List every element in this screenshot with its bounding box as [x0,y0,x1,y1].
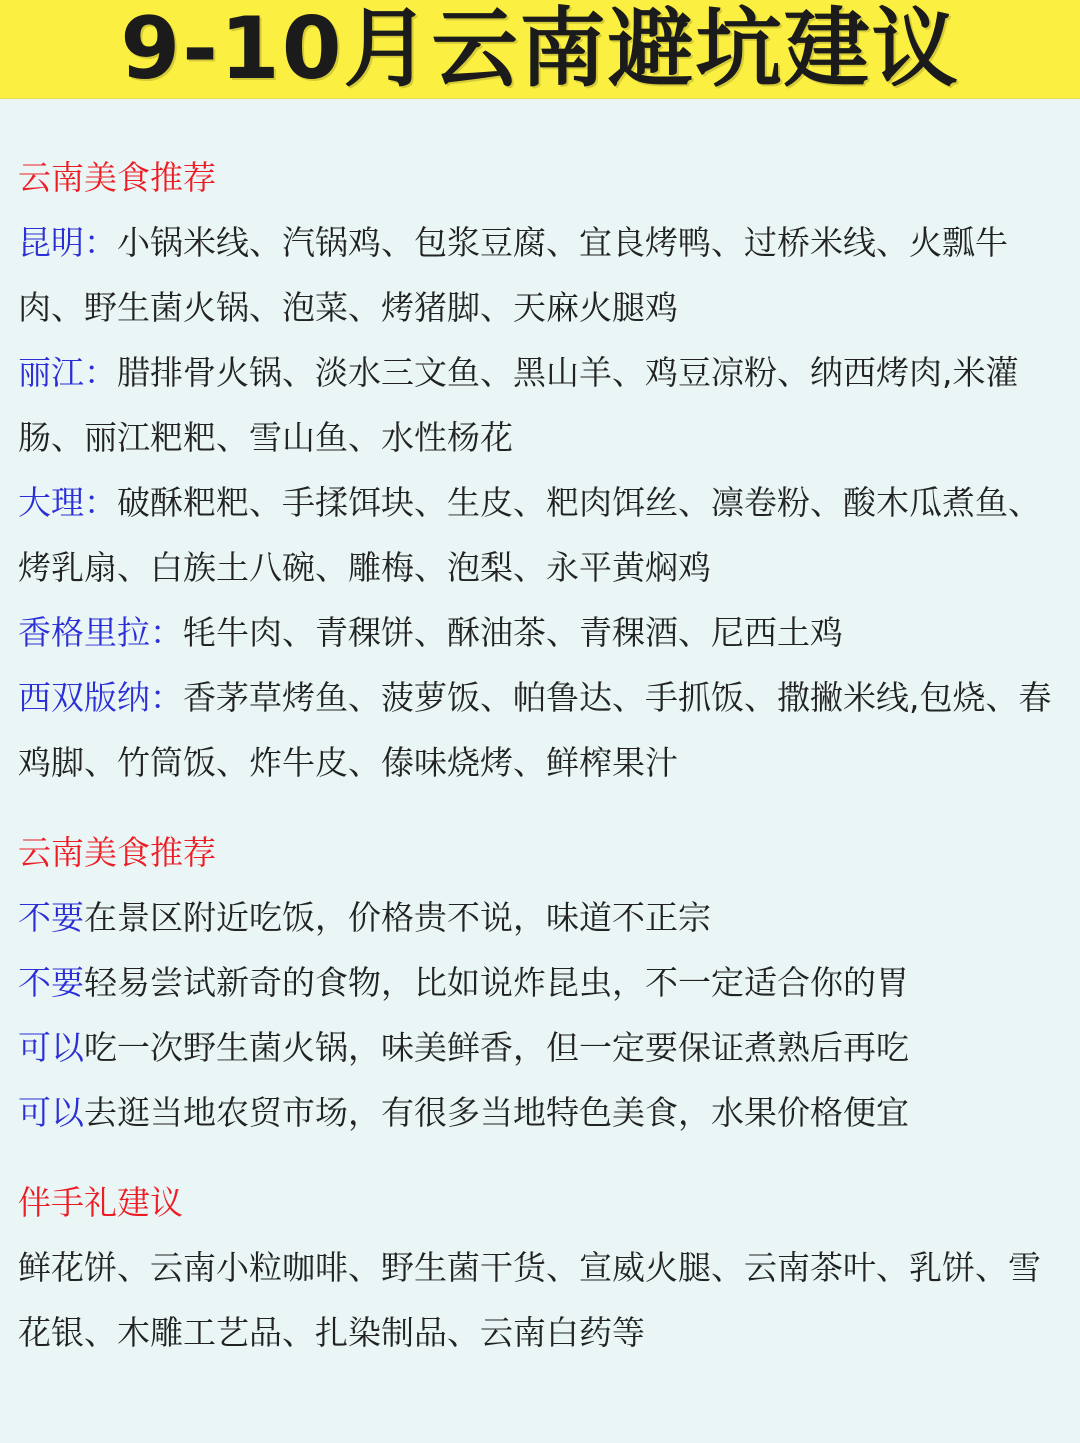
city-foods: 牦牛肉、青稞饼、酥油茶、青稞酒、尼西土鸡 [183,613,843,652]
tip-label: 不要 [18,898,84,937]
gift-list: 鲜花饼、云南小粒咖啡、野生菌干货、宣威火腿、云南茶叶、乳饼、雪花银、木雕工艺品、扎染制品、云南白药等 [18,1248,1041,1352]
tip-item [18,885,1062,950]
city-name: 大理： [18,483,117,522]
city-foods: 破酥粑粑、手揉饵块、生皮、粑肉饵丝、凛卷粉、酸木瓜煮鱼、烤乳扇、白族土八碗、雕梅、泡梨、永平黄焖鸡 [18,483,1041,587]
city-name: 丽江： [18,353,117,392]
tip-text: 在景区附近吃饭，价格贵不说，味道不正宗 [84,898,711,937]
content [18,145,1062,1365]
tip-item [18,1080,1062,1145]
city-item-shangrila [18,600,1062,665]
tip-item [18,1015,1062,1080]
title-banner [0,0,1080,99]
tip-label: 不要 [18,963,84,1002]
city-name: 昆明： [18,223,117,262]
city-foods: 香茅草烤鱼、菠萝饭、帕鲁达、手抓饭、撒撇米线,包烧、春鸡脚、竹筒饭、炸牛皮、傣味烧烤、鲜榨果汁 [18,678,1052,782]
tip-text: 轻易尝试新奇的食物，比如说炸昆虫，不一定适合你的胃 [84,963,909,1002]
city-item-dali [18,470,1062,600]
city-item-xishuangbanna [18,665,1062,795]
gift-section-heading: 伴手礼建议 [18,1183,183,1222]
tip-item [18,950,1062,1015]
tips-section-heading: 云南美食推荐 [18,833,216,872]
section-gap [18,1145,1062,1170]
tip-label: 可以 [18,1093,84,1132]
city-foods: 小锅米线、汽锅鸡、包浆豆腐、宜良烤鸭、过桥米线、火瓢牛肉、野生菌火锅、泡菜、烤猪脚、天麻火腿鸡 [18,223,1008,327]
tip-label: 可以 [18,1028,84,1067]
tip-text: 吃一次野生菌火锅，味美鲜香，但一定要保证煮熟后再吃 [84,1028,909,1067]
city-item-kunming [18,210,1062,340]
city-name: 香格里拉： [18,613,183,652]
city-foods: 腊排骨火锅、淡水三文鱼、黑山羊、鸡豆凉粉、纳西烤肉,米灌肠、丽江粑粑、雪山鱼、水性杨花 [18,353,1019,457]
city-item-lijiang [18,340,1062,470]
city-name: 西双版纳： [18,678,183,717]
tip-text: 去逛当地农贸市场，有很多当地特色美食，水果价格便宜 [84,1093,909,1132]
food-section-heading: 云南美食推荐 [18,158,216,197]
page-title: 9-10月云南避坑建议 [120,0,960,99]
section-gap [18,795,1062,820]
